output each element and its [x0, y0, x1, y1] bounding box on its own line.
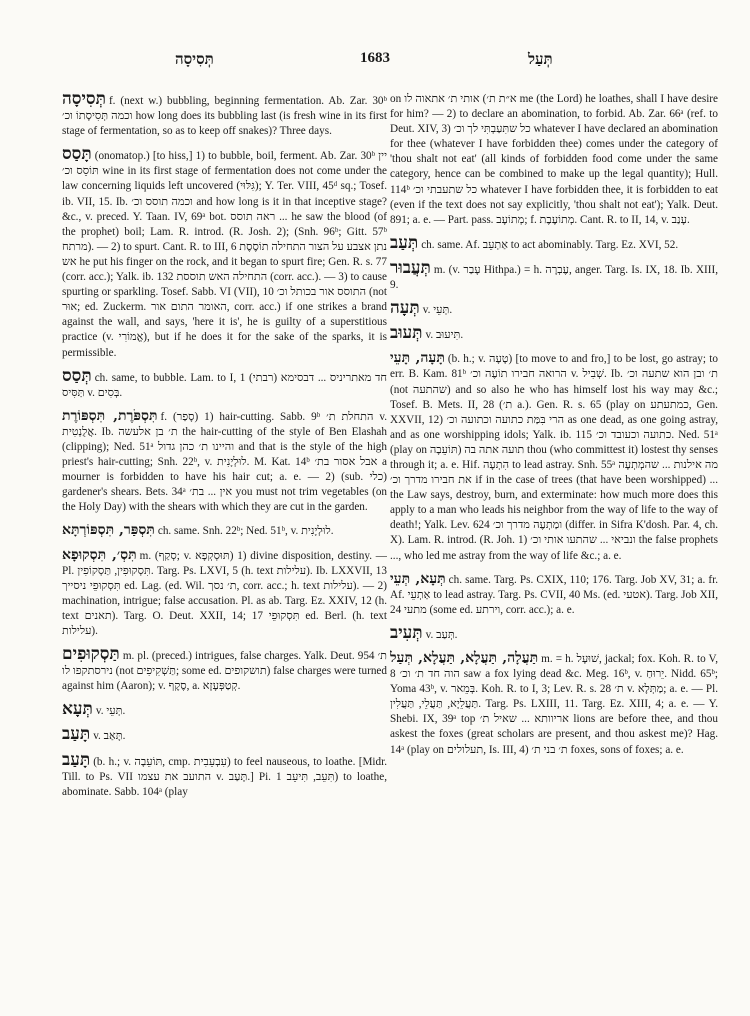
entry-definition: ch. same. Snh. 22ᵇ; Ned. 51ᵇ, v. לוּלְיָנִית.	[157, 525, 334, 538]
entry-headword: תְּעוּב	[390, 323, 423, 344]
dictionary-entry	[390, 622, 718, 643]
left-column	[62, 92, 387, 997]
dictionary-entry	[390, 92, 718, 228]
right-column	[390, 92, 718, 997]
entry-headword: תַּעֲלָה, תַּעֲלָא, תַּעֲלָא, תְּעַל	[390, 650, 539, 666]
dictionary-entry	[62, 523, 387, 539]
entry-definition: m. pl. (preced.) intrigues, false charges. Yalk. Deut. 954 ת׳ נירסתקפו לו (not תַּשְׁקִיפִים; some ed. תושקופים) false charges were turned against him (Aaron); v. סֶקֶף, a. קְטַפְּעָזָא.	[62, 650, 387, 693]
entry-headword: תִּסְפֹּרֶת, תִּסְפּוֹרֶת	[62, 407, 158, 424]
page-header	[0, 50, 750, 74]
dictionary-entry	[62, 548, 387, 640]
entry-headword: תְּעַב	[390, 232, 419, 253]
entry-definition: v. תְּעַב.	[425, 628, 458, 641]
entry-headword: תְּסִיסָה	[62, 92, 106, 109]
dictionary-entry	[62, 699, 387, 720]
dictionary-entry	[390, 323, 718, 344]
entry-definition: f. (next w.) bubbling, beginning fermentation. Ab. Zar. 30ᵇ וכמה תְּסִיסָתוֹ וכ׳ how long does its bubbling last (is fresh wine in its first stage of fermentation, so as to keep off snakes)? Three days.	[62, 95, 387, 138]
entry-definition: v. תְּעֵי.	[95, 705, 126, 718]
entry-definition: (onomatop.) [to hiss,] 1) to bubble, boil, ferment. Ab. Zar. 30ᵇ יין תּוֹסֵס וכ׳ wine in its first stage of fermentation does not come under the law concerning liquids left uncovered (גִּלּוּי); Y. Ter. VIII, 45ᵈ sq.; Tosef. ib. VII, 15. Ib. וכמה תוסס וכ׳ and how long is it in that inceptive stage? &c., v. preced. Y. Taan. IV, 69ᵃ bot. ראה תוסס ... he saw the blood (of the prophet) boil; Lam. R. introd. (R. Josh. 2); (Snh. 96ᵇ; Gitt. 57ᵇ מרתח). — 2) to spurt. Cant. R. to III, 6 נתן אצבע על הצור התחילה תוֹסֶסֶת אש he put his finger on the rock, and it began to spurt fire; Gen. R. s. 77 (corr. acc.); Yalk. ib. 132 התחילה האש תוססת (corr. acc.). — 3) to cause spurting or sparkling. Tosef. Sabb. VI (VII), 10 התוסס אור בכותל וכ׳ (not אוּר; ed. Zuckerm. האומר התום אור, corr. acc.) if one strikes a brand against the wall, and says, 'here it is', he is guilty of a superstitious practice (v. אֱמוֹרִי), but if he does it for the sake of the sparks, it is permissible.	[62, 150, 387, 359]
entry-headword: תָּעָה, תָּעֵי	[390, 350, 445, 367]
entry-definition: v. תְּעֵי.	[422, 304, 453, 317]
dictionary-entry	[62, 749, 387, 800]
entry-headword: תִּסְ׳, תִּסְקוּפָא	[62, 546, 137, 563]
dictionary-entry	[390, 232, 718, 253]
running-head-left: תְּסִיסָה	[175, 50, 214, 68]
entry-definition: ch. same, to bubble. Lam. to I, 1 (רבתי) חד מאתריניס ... דבסימא תַּסִּיס v. בְּסִים.	[62, 371, 387, 399]
entry-headword: תִּסְפַּר, תִּסְפּוֹרְתָּא	[62, 522, 155, 539]
entry-definition: ch. same. Af. אַתְעֵב to act abominably. Targ. Ez. XVI, 52.	[421, 238, 679, 251]
entry-definition: (b. h.; v. תּוֹעֵבָה, cmp. עִבְעֵבִית) to feel nauseous, to loathe. [Midr. Till. to Ps. VII התועב את עצמו v. תָּעַב.] Pi. תִּעֵב, תִּיעֵב 1) to loathe, abominate. Sabb. 104ᵃ (play	[62, 755, 387, 798]
entry-headword: תַּסְקוּפִים	[62, 644, 120, 665]
entry-headword: תְּעִיב	[390, 622, 423, 643]
entry-definition: m. (v. עָבַר Hithpa.) = h. עֶבְרָה, anger. Targ. Is. IX, 18. Ib. XIII, 9.	[390, 263, 718, 292]
running-head-right: תְּעַל	[528, 50, 553, 68]
entry-definition: (b. h.; v. טָעָה) [to move to and fro,] to be lost, go astray; to err. B. Kam. 81ᵇ הרואה חבירו תוֹעֶה וכ׳ v. שְׁבִיל. Ib. ת׳ ובן הוא שתעה וכ׳ (not שהתעה) and so also he who has himself lost his way may &c.; Tosef. B. Mets. II, 28 (ת׳ a.). Gen. R. s. 65 (play on כמתעתע, Gen. XXVII, 12) הרי בִּמַּת כתועה וכתועה וכ׳ as one dead, as one going astray, and as one worshipping idols; Yalk. ib. 115 כתועה וכעובד וכ׳. Ned. 51ᵃ (play on תּוֹעֵבָה) תועה אתה בה thou (who committest it) lostest thy senses through it; a. e. Hif. הִתְעָה to lead astray. Snh. 55ᵃ מה אילנות ... שהמְתְעָה את חבירו מדרך וכ׳ if in the case of trees (that have been worshipped) ... the Law says, destroy, burn, and exterminate: how much more does this apply to a man who leads his neighbor from the way of life to the way of death!; Yalk. Lev. 624 ומַתְעֶה מדרך וכ׳ (differ. in Sifra K'dosh. Par. 4, ch. X). Lam. R. introd. (R. Joh. 1) ונביאי ... שהתעו אותי וכ׳ the false prophets ..., who led me astray from the way of life &c.; a. e.	[390, 353, 718, 562]
entry-headword: תְּסַס	[62, 365, 92, 386]
dictionary-entry	[390, 572, 718, 618]
dictionary-entry	[390, 351, 718, 563]
entry-definition: m. (סְקַף; v. תּוּסְקְפָא) 1) divine disposition, destiny. — Pl. תִּסְקוּפִין, תַּסְקוֹפִין. Targ. Ps. LXVI, 5 (h. text עלילות). Ib. LXXVII, 13 תִּסְקוּפֵי ניסייך ed. Lag. (ed. Wil. ת׳ נסך, corr. acc.; h. text עלילות). — 2) machination, intrigue; false accusation. Pl. as ab. Targ. Ez. XXIV, 12 (h. text תאנים). Targ. O. Deut. XXII, 14; 17 תִּסְקוּפֵי ed. Berl. (h. text עלילות).	[62, 549, 387, 637]
entry-headword: תָּסַס	[62, 144, 92, 165]
entry-definition: m. = h. שׁוּעָל, jackal; fox. Koh. R. to V, 8 הוה חד ת׳ וכ׳ saw a fox lying dead &c. Meg. 16ᵇ, v. יֵרוּחַ. Nidd. 65ᵇ; Yoma 43ᵇ, v. בְּמֵאר. Koh. R. to I, 3; Lev. R. s. 28 ת׳ v. מַתְּלָא; a. e. — Pl. תַּעֲלֵיָא, תַּעֲלֵי, תַּעֲלִין. Targ. Ps. LXIII, 11. Targ. Ez. XIII, 4; a. e. — Y. Shebi. IX, 39ᵃ top אריוותא ... שאיל ת׳ lions are before thee, and thou askest the foxes (great scholars are present, and thou askest me)? Hag. 14ᵃ (play on תעלולים, Is. III, 4) ת׳ בני ת׳ foxes, sons of foxes; a. e.	[390, 653, 718, 756]
dictionary-entry	[62, 409, 387, 516]
dictionary-entry	[390, 257, 718, 293]
entry-definition: v. תָּאַב.	[93, 730, 126, 743]
dictionary-entry	[62, 365, 387, 401]
dictionary-entry	[62, 144, 387, 360]
entry-definition: ch. same. Targ. Ps. CXIX, 110; 176. Targ. Job XV, 31; a. fr. Af. אַתְעֵי to lead astray. Targ. Ps. CVII, 40 Ms. (ed. אטעי). Targ. Job XII, 24 מתעי (some ed. וירתע, corr. acc.); a. e.	[390, 573, 718, 616]
entry-headword: תְּעָה	[390, 298, 420, 319]
entry-headword: תָּעַב	[62, 749, 91, 770]
dictionary-entry	[62, 644, 387, 694]
entry-headword: תְּעֲבוּר	[390, 257, 431, 278]
page-number: 1683	[360, 50, 390, 66]
dictionary-entry	[390, 298, 718, 319]
entry-definition: v. תִּיעוּב.	[425, 329, 464, 342]
entry-headword: תָּעַב	[62, 724, 91, 745]
entry-headword: תְּעָא, תְּעֵי	[390, 570, 446, 587]
entry-headword: תְּעָא	[62, 699, 93, 720]
entry-definition: on א״ת ת׳) אותי ת׳ אתאוה לו me (the Lord) he loathes, shall I have desire for him? — 2) to declare an abomination, to forbid. Ab. Zar. 66ᵃ (ref. to Deut. XIV, 3) כל שתִּעַבְתִּי לך וכ׳ whatever I have declared an abomination for thee (whatever I have forbidden thee) comes under the category of 'thou shalt not eat' (all kinds of forbidden food come under the same category, hence can be combined to make up the legal quantity); Hull. 114ᵇ כל שתעבתי וכ׳ whatever I have forbidden thee, it is forbidden to eat (even if the text does not say explicitly, 'thou shalt not eat'); Yalk. Deut. 891; a. e. — Part. pass. מְתוֹעָב; f. מְתוֹעֶבֶת. Cant. R. to II, 14, v. עָנַב.	[390, 93, 718, 226]
dictionary-entry	[390, 651, 718, 758]
entry-definition: f. (סָפַר) 1) hair-cutting. Sabb. 9ᵇ התחלת ת׳ v. אֲלֻנְטִית. Ib. ת׳ בן אלעשה the hair-cutting of the style of Ben Elashah (clipping); Ned. 51ᵃ והיינו ת׳ כהן גדול and that is the style of the high priest's hair-cutting; Snh. 22ᵇ, v. לוּלְיָנִית. M. Kat. 14ᵇ אבל אסור בת׳ a mourner is forbidden to have his hair cut; a. e. — 2) (sub. כלי) gardener's shears. Bets. 34ᵃ אין ... בת׳ you must not trim vegetables (on the Holy Day) with the shears with which they are cut in the garden.	[62, 410, 387, 514]
dictionary-entry	[62, 724, 387, 745]
dictionary-entry	[62, 92, 387, 139]
